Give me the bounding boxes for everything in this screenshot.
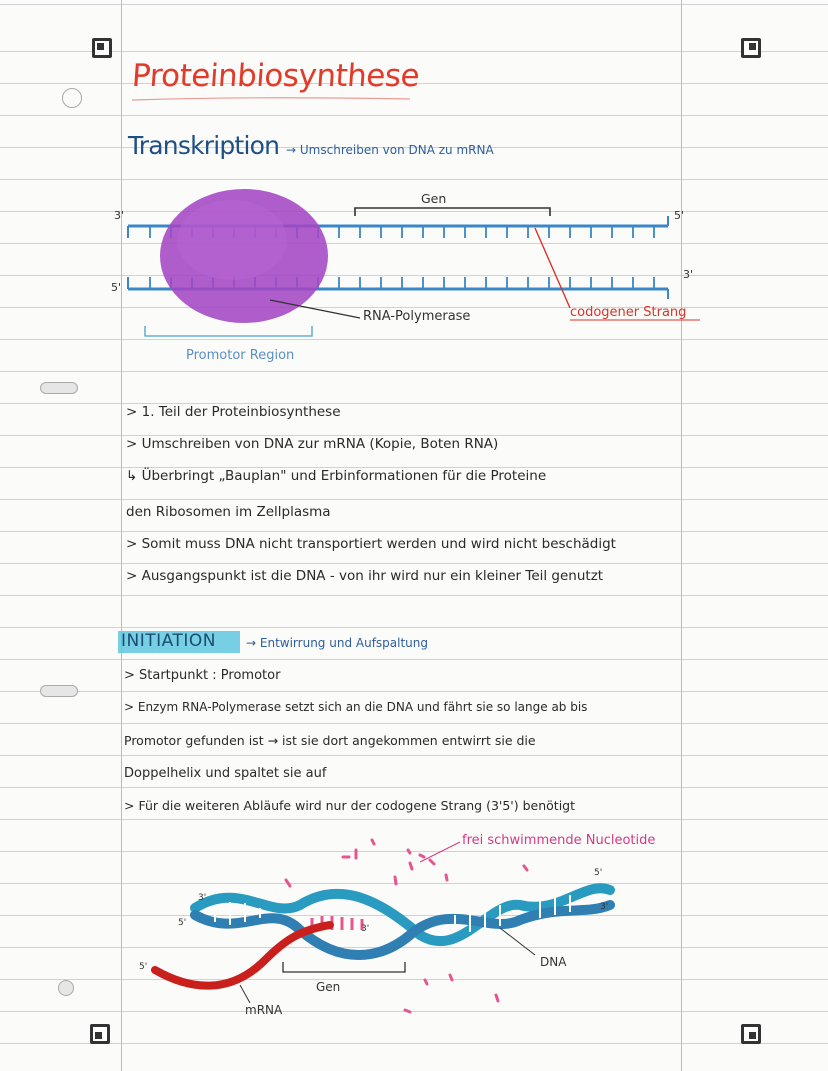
promotor-region-label: Promotor Region [186, 348, 295, 363]
note-line: > Umschreiben von DNA zur mRNA (Kopie, Boten RNA) [126, 436, 499, 452]
note-line: den Ribosomen im Zellplasma [126, 504, 331, 520]
note-line: > 1. Teil der Proteinbiosynthese [126, 404, 341, 420]
note-line: > Somit muss DNA nicht transportiert werden und wird nicht beschädigt [126, 536, 616, 552]
nucleotide-pointer [420, 842, 460, 862]
note-line: ↳ Überbringt „Bauplan" und Erbinformationen für die Proteine [126, 468, 547, 484]
section-heading-initiation: INITIATION [121, 631, 216, 651]
note-line: > Enzym RNA-Polymerase setzt sich an die DNA und fährt sie so lange ab bis [124, 700, 588, 714]
end-label-5-mrna: 5' [139, 962, 148, 972]
mrna-pointer [240, 985, 250, 1003]
dna-backbone-b [195, 905, 610, 955]
initiation-subheading-text: Entwirrung und Aufspaltung [259, 636, 429, 650]
bottom-right-end-label: 3' [683, 268, 694, 281]
bottom-left-end-label: 5' [111, 281, 122, 294]
rna-polymerase-label: RNA-Polymerase [363, 309, 471, 324]
arrow-icon: → [246, 636, 257, 650]
transkription-subheading-text: Umschreiben von DNA zu mRNA [299, 143, 494, 157]
end-label-3-right: 3' [600, 902, 609, 912]
dna-label: DNA [540, 955, 567, 969]
end-label-3-top-left: 3' [198, 893, 207, 903]
end-label-5-top-right: 5' [594, 868, 603, 878]
top-left-end-label: 3' [114, 209, 125, 222]
note-line: > Für die weiteren Abläufe wird nur der codogene Strang (3'5') benötigt [124, 798, 576, 813]
page-title: Proteinbiosynthese [130, 58, 421, 94]
codogener-strang-label: codogener Strang [570, 305, 687, 320]
gen-label: Gen [421, 191, 447, 206]
arrow-icon: → [286, 143, 297, 157]
note-line: > Ausgangspunkt ist die DNA - von ihr wird nur ein kleiner Teil genutzt [126, 568, 604, 584]
note-line: Promotor gefunden ist → ist sie dort angekommen entwirrt sie die [124, 733, 536, 748]
gen-bracket-2 [283, 962, 405, 972]
end-label-5-left: 5' [178, 918, 187, 928]
top-right-end-label: 5' [674, 209, 685, 222]
dna-pointer [500, 928, 535, 955]
mrna-strand [155, 925, 330, 986]
note-line: > Startpunkt : Promotor [124, 668, 281, 683]
note-line: Doppelhelix und spaltet sie auf [124, 766, 327, 781]
gen-label-2: Gen [316, 980, 341, 994]
nucleotide-label: frei schwimmende Nucleotide [462, 833, 656, 848]
section-heading-transkription: Transkription [128, 131, 280, 160]
end-label-3-inner: 3' [361, 924, 370, 934]
mrna-label: mRNA [245, 1003, 283, 1017]
